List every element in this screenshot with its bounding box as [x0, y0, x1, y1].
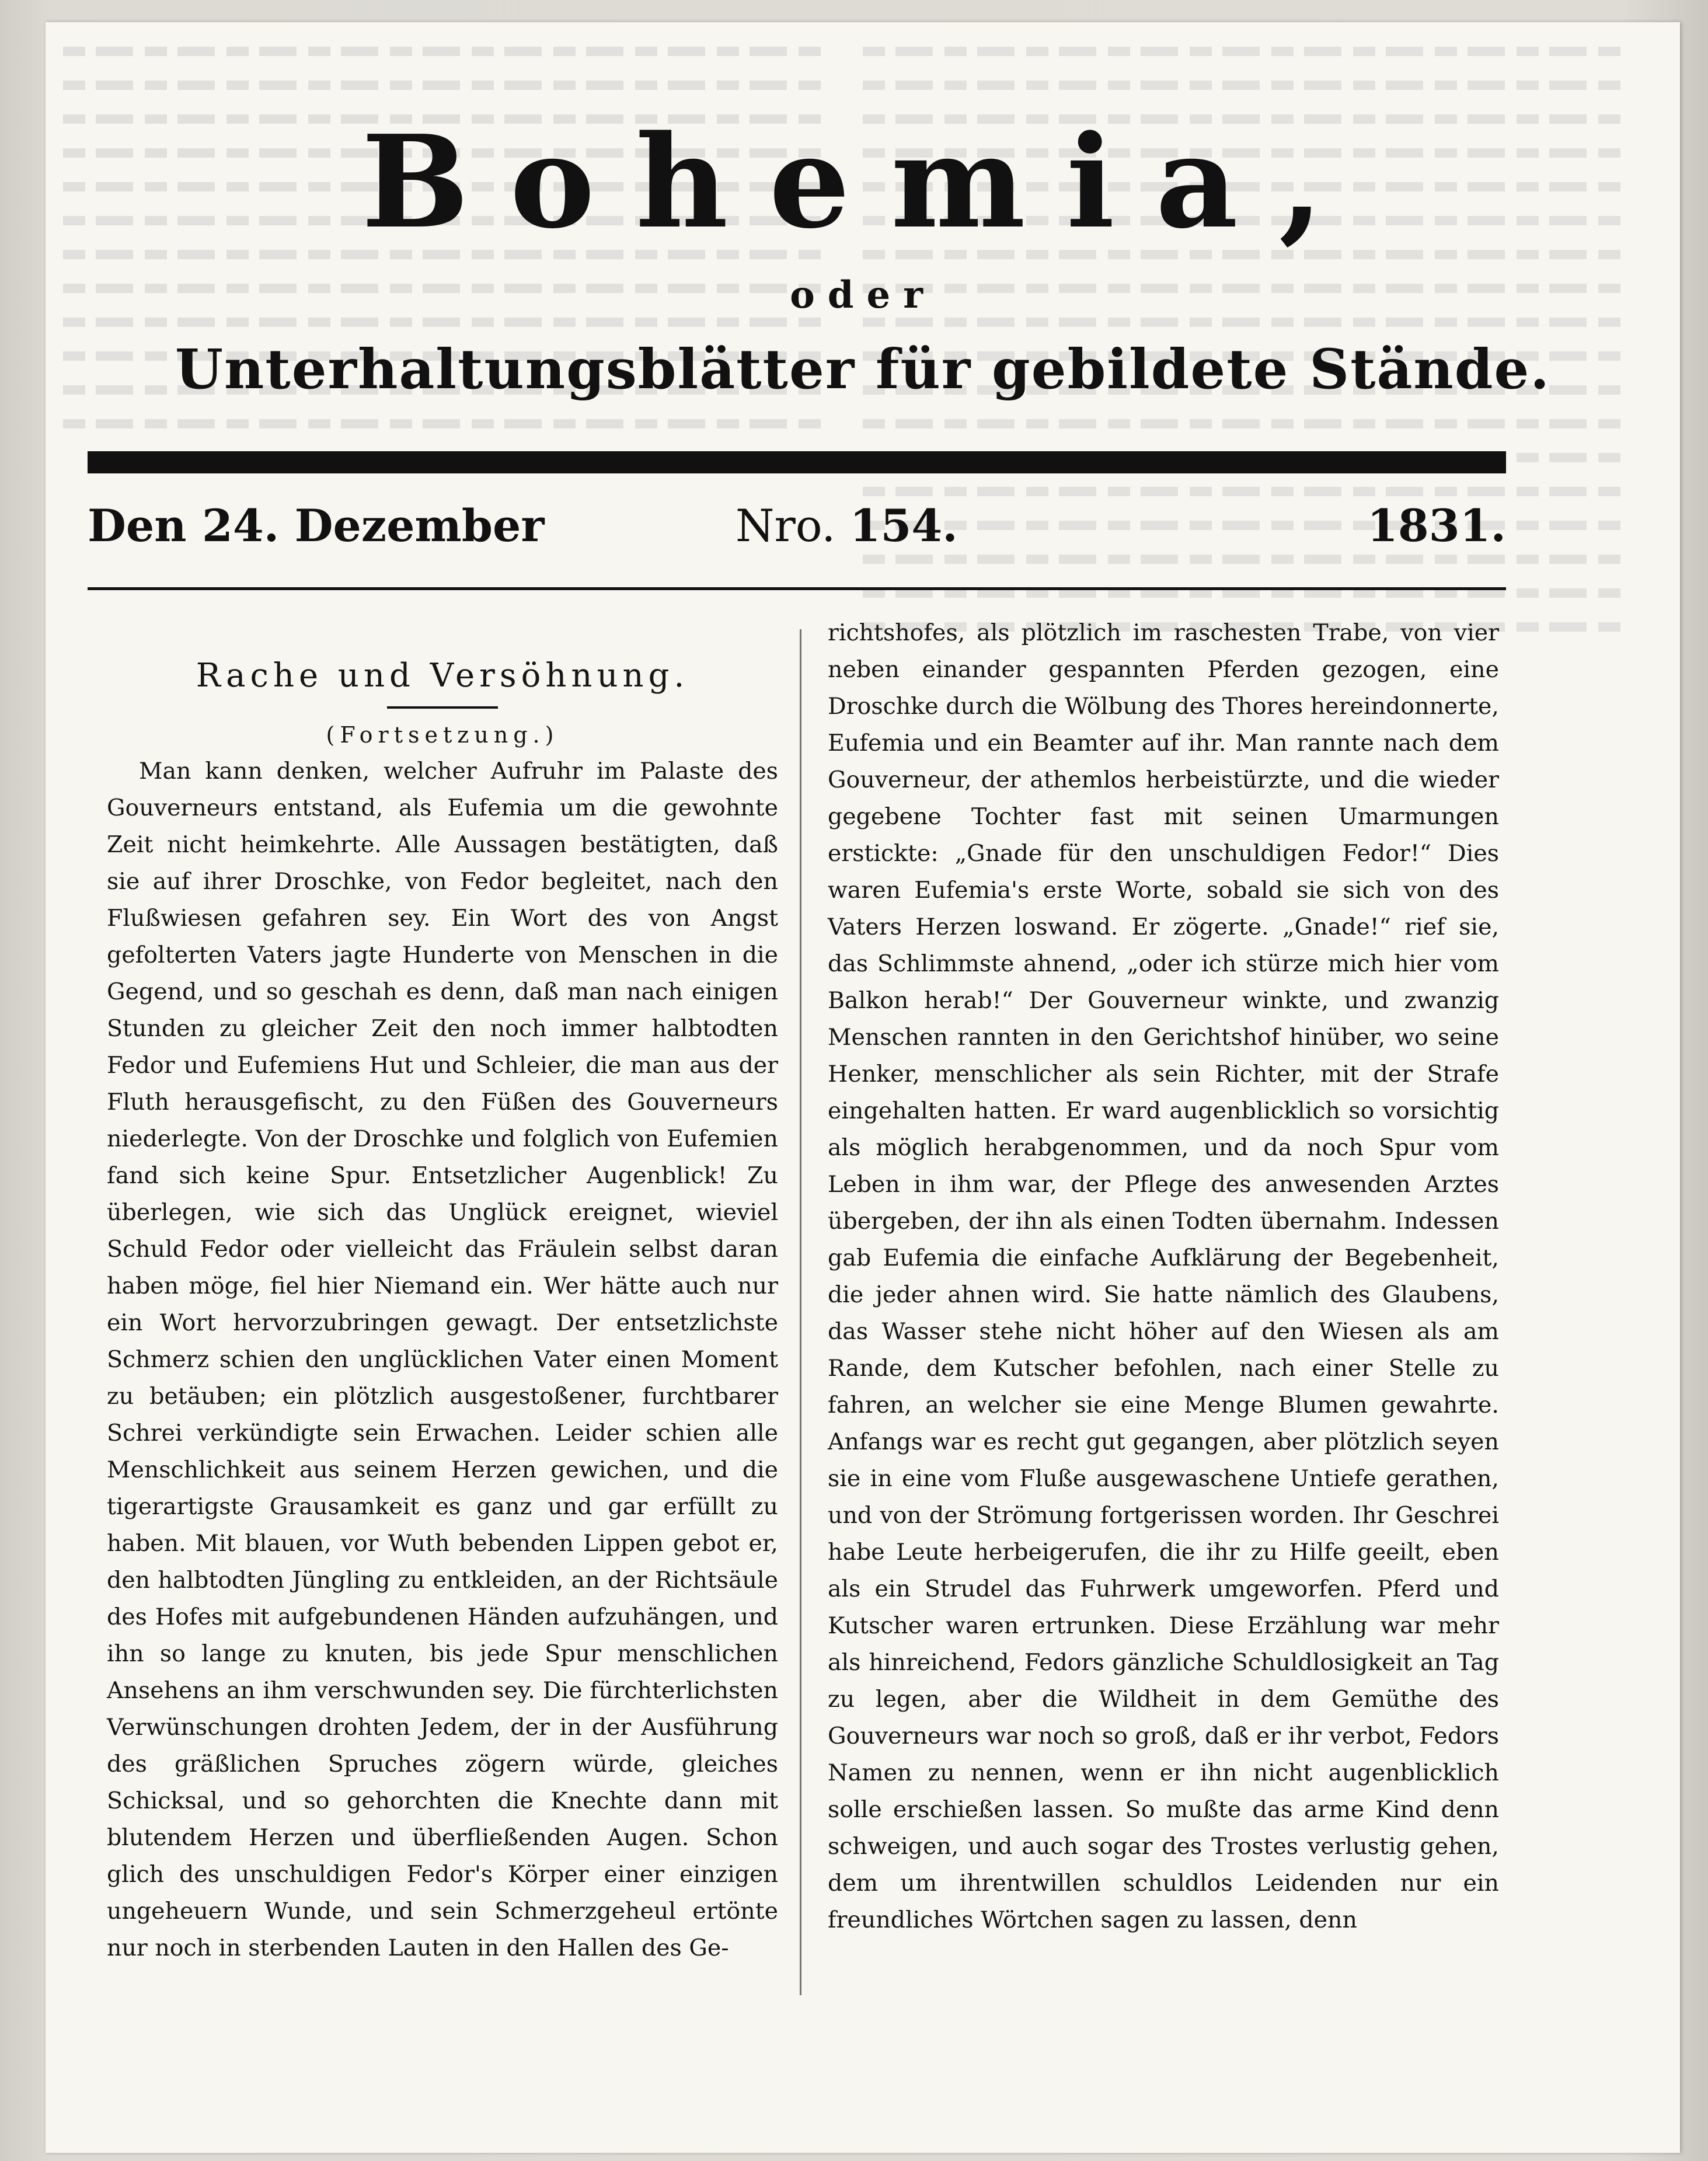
article-title: Rache und Versöhnung. — [196, 657, 689, 695]
right-column — [828, 615, 1499, 1939]
continuation-note: (Fortsetzung.) — [326, 722, 559, 748]
masthead-connector: oder — [790, 273, 936, 317]
title-rule — [387, 706, 498, 709]
issue-number-prefix: Nro. — [736, 500, 836, 552]
masthead-rule — [88, 451, 1506, 473]
issue-number — [736, 500, 958, 552]
left-column-text: Man kann denken, welcher Aufruhr im Palaste des Gouverneurs entstand, als Eufemia um die gewohnte Zeit nicht heimkehrte. Alle Aussagen bestätigten, daß sie auf ihrer Droschke, von Fedor begleitet, nach den Flußwiesen gefahren sey. Ein Wort des von Angst gefolterten Vaters jagte Hunderte von Menschen in die Gegend, und so geschah es denn, daß man nach einigen Stunden zu gleicher Zeit den noch immer halbtodten Fedor und Eufemiens Hut und Schleier, die man aus der Fluth herausgefischt, zu den Füßen des Gouverneurs niederlegte. Von der Droschke und folglich von Eufemien fand sich keine Spur. Entsetzlicher Augenblick! Zu überlegen, wie sich das Unglück ereignet, wieviel Schuld Fedor oder vielleicht das Fräulein selbst daran haben möge, fiel hier Niemand ein. Wer hätte auch nur ein Wort hervorzubringen gewagt. Der entsetzlichste Schmerz schien den unglücklichen Vater einen Moment zu betäuben; ein plötzlich ausgestoßener, furchtbarer Schrei verkündigte sein Erwachen. Leider schien alle Menschlichkeit aus seinem Herzen gewichen, und die tigerartigste Grausamkeit es ganz und gar erfüllt zu haben. Mit blauen, vor Wuth bebenden Lippen gebot er, den halbtodten Jüngling zu entkleiden, an der Richtsäule des Hofes mit aufgebundenen Händen aufzuhängen, und ihn so lange zu knuten, bis jede Spur menschlichen Ansehens an ihm verschwunden sey. Die fürchterlichsten Verwünschungen drohten Jedem, der in der Ausführung des gräßlichen Spruches zögern würde, gleiches Schicksal, und so gehorchten die Knechte dann mit blutendem Herzen und überfließenden Augen. Schon glich des unschuldigen Fedor's Körper einer einzigen ungeheuern Wunde, und sein Schmerzgeheul ertönte nur noch in sterbenden Lauten in den Hallen des Ge- — [107, 758, 778, 1961]
right-column-text: richtshofes, als plötzlich im raschesten Trabe, von vier neben einander gespannten Pferden gezogen, eine Droschke durch die Wölbung des Thores hereindonnerte, Eufemia und ein Beamter auf ihr. Man rannte nach dem Gouverneur, der athemlos herbeistürzte, und die wieder gegebene Tochter fast mit seinen Umarmungen erstickte: „Gnade für den unschuldigen Fedor!“ Dies waren Eufemia's erste Worte, sobald sie sich von des Vaters Herzen loswand. Er zögerte. „Gnade!“ rief sie, das Schlimmste ahnend, „oder ich stürze mich hier vom Balkon herab!“ Der Gouverneur winkte, und zwanzig Menschen rannten in den Gerichtshof hinüber, wo seine Henker, menschlicher als sein Richter, mit der Strafe eingehalten hatten. Er ward augenblicklich so vorsichtig als möglich herabgenommen, und da noch Spur vom Leben in ihm war, der Pflege des anwesenden Arztes übergeben, der ihn als einen Todten übernahm. Indessen gab Eufemia die einfache Aufklärung der Begebenheit, die jeder ahnen wird. Sie hatte nämlich des Glaubens, das Wasser stehe nicht höher auf den Wiesen als am Rande, dem Kutscher befohlen, nach einer Stelle zu fahren, an welcher sie eine Menge Blumen gewahrte. Anfangs war es recht gut gegangen, aber plötzlich seyen sie in eine vom Fluße ausgewaschene Untiefe gerathen, und von der Strömung fortgerissen worden. Ihr Geschrei habe Leute herbeigerufen, die ihr zu Hilfe geeilt, eben als ein Strudel das Fuhrwerk umgeworfen. Pferd und Kutscher waren ertrunken. Diese Erzählung war mehr als hinreichend, Fedors gänzliche Schuldlosigkeit an Tag zu legen, aber die Wildheit in dem Gemüthe des Gouverneurs war noch so groß, daß er ihr verbot, Fedors Namen zu nennen, wenn er ihn nicht augenblicklich solle erschießen lassen. So mußte das arme Kind denn schweigen, und auch sogar des Trostes verlustig gehen, dem um ihrentwillen schuldlos Leidenden nur ein freundliches Wörtchen sagen zu lassen, denn — [828, 619, 1499, 1933]
masthead-subtitle: Unterhaltungsblätter für gebildete Stände. — [175, 337, 1551, 402]
issue-date: Den 24. Dezember — [88, 500, 545, 552]
left-column — [107, 641, 778, 1967]
newspaper-page — [46, 22, 1680, 2153]
issue-line-rule — [88, 587, 1506, 590]
column-divider — [800, 629, 801, 1995]
issue-year: 1831. — [1367, 500, 1506, 552]
issue-line — [88, 500, 1506, 564]
masthead-title: Bohemia, — [361, 107, 1364, 257]
issue-number-value: 154. — [849, 500, 958, 552]
